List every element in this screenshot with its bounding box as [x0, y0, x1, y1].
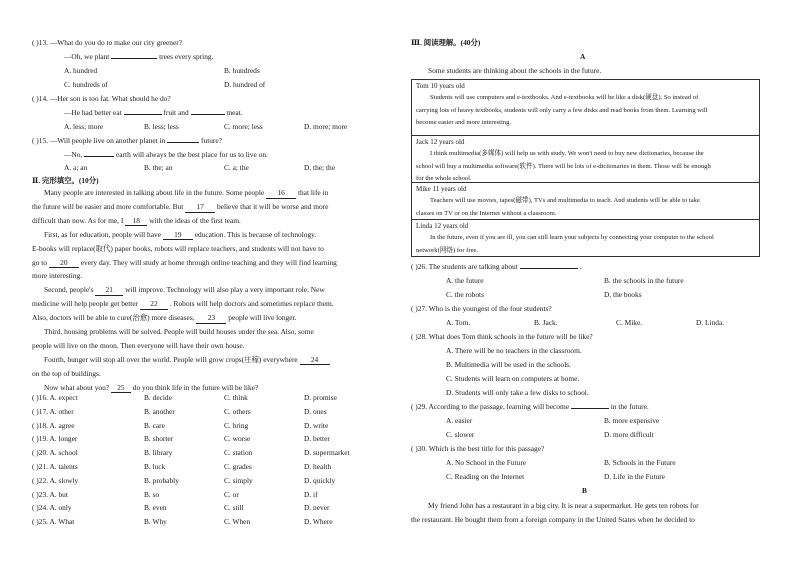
q15-stem-a: ( )15. —Will people live on another planet in: [32, 136, 166, 145]
cloze-text: Now what about you?: [44, 382, 110, 392]
cloze-text: E-books will replace(取代) paper books, robots will replace teachers, and students will not have to: [32, 243, 324, 253]
cloze-question-18-opt-a[interactable]: ( )18. A. agree: [32, 420, 75, 430]
q14-blank-2[interactable]: [191, 114, 225, 115]
cloze-blank-20[interactable]: 20: [49, 258, 79, 269]
cloze-text: Many people are interested in talking about life in the future. Some people: [44, 188, 265, 197]
cloze-text: more interesting.: [32, 271, 83, 281]
cloze-question-17-opt-a[interactable]: ( )17. A. other: [32, 406, 74, 416]
q29-opt-b[interactable]: B. more expensive: [604, 416, 660, 425]
opinion-text-line: Students will use computers and e-textbooks. And e-textbooks will be like a disk(硬盘). So instead of: [430, 94, 699, 101]
cloze-question-23-opt-c[interactable]: C. or: [224, 489, 239, 499]
q28-opt-b[interactable]: B. Multimedia will be used in the schools.: [446, 360, 572, 369]
opinion-text-line: In the future, even if you are ill, you can still learn your subjects by connecting your computer to the school: [430, 234, 714, 241]
cloze-text: go to: [32, 257, 47, 267]
opinion-text-line: classes on TV or on the Internet without a classroom.: [416, 209, 557, 217]
cloze-question-16-opt-c[interactable]: C. think: [224, 393, 248, 402]
cloze-question-16-opt-b[interactable]: B. decide: [144, 393, 172, 402]
cloze-blank-17[interactable]: 17: [185, 202, 215, 213]
q15-stem: [32, 136, 222, 146]
passage-b-label: B: [582, 486, 587, 495]
cloze-text: on the top of buildings.: [32, 368, 101, 378]
q13-line2a: —Oh, we plant: [64, 52, 110, 61]
cloze-question-24-opt-c[interactable]: C. still: [224, 503, 244, 513]
q14-line2a: —He had better eat: [64, 108, 122, 117]
cloze-blank-25[interactable]: 25: [111, 383, 131, 394]
cloze-question-20-opt-c[interactable]: C. station: [224, 448, 253, 458]
opinion-author: Jack 12 years old: [416, 138, 465, 146]
cloze-line: [32, 313, 296, 324]
cloze-text: will improve. Technology will also play a very important role. New: [125, 285, 325, 295]
q29-blank[interactable]: [571, 408, 609, 409]
q28-stem: ( )28. What does Tom think schools in the future will be like?: [411, 332, 593, 341]
cloze-question-17-opt-b[interactable]: B. another: [144, 406, 175, 416]
opinion-row: [412, 135, 759, 182]
cloze-text: that life in: [297, 188, 329, 197]
q14-line2b: fruit and: [163, 108, 189, 117]
cloze-line: [32, 258, 337, 269]
cloze-line: [32, 271, 82, 281]
q14-line2c: meat.: [226, 108, 243, 117]
opinion-author: Mike 11 years old: [416, 185, 467, 193]
opinion-text-line: network(网络) for free.: [416, 246, 479, 254]
q26-blank[interactable]: [520, 268, 578, 269]
reading-title: Ⅲ. 阅读理解。(40分): [411, 38, 481, 47]
q13-line2: [64, 52, 213, 62]
q26-stem-end: .: [579, 262, 582, 271]
opinion-text-line: for the whole school.: [416, 175, 472, 182]
q15-opt-c[interactable]: C. a; the: [224, 163, 249, 172]
cloze-question-25-opt-c[interactable]: C. When: [224, 517, 251, 527]
cloze-blank-16[interactable]: 16: [266, 188, 296, 199]
cloze-text: the future will be easier and more comfortable. But: [32, 201, 184, 211]
q30-opt-c[interactable]: C. Reading on the Internet: [446, 472, 525, 481]
cloze-text: believe that it will be worse and more: [216, 201, 329, 211]
q26-opt-d[interactable]: D. the books: [604, 290, 642, 299]
cloze-line: [44, 188, 328, 199]
cloze-line: [44, 355, 330, 366]
q26-stem-text: ( )26. The students are talking about: [411, 262, 518, 271]
cloze-line: [32, 244, 324, 254]
cloze-text: First, as for education, people will have: [44, 229, 161, 239]
cloze-question-18-opt-b[interactable]: B. care: [144, 420, 165, 430]
cloze-question-25-opt-a[interactable]: ( )25. A. What: [32, 517, 75, 527]
q26-stem: [411, 262, 581, 272]
q28-opt-d[interactable]: D. Students will only take a few disks to school.: [446, 388, 589, 397]
q15-opt-a[interactable]: A. a; an: [64, 163, 88, 172]
cloze-text: people will live on the moon. Then everyone will have their own house.: [32, 340, 245, 350]
cloze-question-24-opt-b[interactable]: B. even: [144, 503, 167, 513]
q26-opt-b[interactable]: B. the schools in the future: [604, 276, 684, 285]
cloze-line: [32, 299, 334, 310]
q29-opt-a[interactable]: A. easier: [446, 416, 473, 425]
q15-line2b: earth will always be the best place for us to live on.: [116, 150, 268, 159]
cloze-question-23-opt-a[interactable]: ( )23. A. but: [32, 489, 68, 499]
q29-stem-end: in the future.: [610, 402, 649, 411]
q30-stem: ( )30. Which is the best title for this passage?: [411, 444, 545, 453]
opinion-text-line: Teachers will use movies, tapes(磁带), TVs and multimedia to teach. And students will be able to take: [430, 197, 700, 204]
cloze-question-22-opt-d[interactable]: D. quickly: [304, 475, 336, 485]
passage-a-label: A: [580, 52, 586, 61]
opinion-text-line: carrying lots of heavy textbooks, students will only carry a few disks and read books from them. Learning will: [416, 106, 708, 114]
q13-opt-d[interactable]: D. hundred of: [224, 80, 266, 89]
cloze-question-20-opt-a[interactable]: ( )20. A. school: [32, 448, 78, 458]
q15-line2a: —No,: [64, 150, 83, 159]
cloze-text: with the ideas of the first team.: [149, 215, 241, 225]
cloze-blank-19[interactable]: 19: [163, 230, 193, 241]
cloze-question-17-opt-d[interactable]: D. ones: [304, 406, 327, 416]
cloze-question-23-opt-d[interactable]: D. if: [304, 489, 318, 499]
q27-stem: ( )27. Who is the youngest of the four students?: [411, 304, 552, 313]
q15-blank-2[interactable]: [84, 156, 114, 157]
q27-opt-c[interactable]: C. Mike.: [616, 318, 643, 327]
cloze-blank-18[interactable]: 18: [125, 216, 147, 227]
q29-opt-d[interactable]: D. more difficult: [604, 430, 654, 439]
opinion-author: Linda 12 years old: [416, 222, 469, 230]
cloze-question-19-opt-b[interactable]: B. shorter: [144, 434, 174, 444]
q15-line2: [64, 150, 268, 160]
opinion-row: [412, 182, 759, 219]
q30-opt-a[interactable]: A. No School in the Future: [446, 458, 527, 467]
q29-stem: [411, 402, 649, 412]
cloze-title: Ⅱ. 完形填空。(10分): [32, 176, 99, 185]
cloze-line: [32, 216, 241, 227]
cloze-question-25-opt-d[interactable]: D. Where: [304, 517, 333, 527]
cloze-blank-24[interactable]: 24: [300, 355, 330, 366]
q28-opt-a[interactable]: A. There will be no teachers in the classroom.: [446, 346, 582, 355]
cloze-question-20-opt-d[interactable]: D. supermarket: [304, 448, 350, 458]
cloze-question-19-opt-a[interactable]: ( )19. A. longer: [32, 434, 78, 444]
q13-blank[interactable]: [111, 58, 157, 59]
cloze-question-19-opt-c[interactable]: C. worse: [224, 434, 251, 444]
q15-blank-1[interactable]: [167, 142, 199, 143]
cloze-blank-23[interactable]: 23: [196, 313, 226, 324]
cloze-question-20-opt-b[interactable]: B. library: [144, 448, 173, 458]
cloze-line: [44, 285, 325, 296]
q30-opt-b[interactable]: B. Schools in the Future: [604, 458, 676, 467]
q14-stem: ( )14. —Her son is too fat. What should he do?: [32, 94, 171, 103]
q13-line2b: trees every spring.: [159, 52, 214, 61]
q13-opt-a[interactable]: A. hundred: [64, 66, 98, 75]
cloze-question-21-opt-c[interactable]: C. grades: [224, 462, 252, 471]
cloze-text: Second, people's: [44, 285, 94, 295]
cloze-text: do you think life in the future will be like?: [132, 382, 259, 392]
cloze-text: Third, housing problems will be solved. People will build houses under the sea. Also, some: [44, 327, 314, 336]
cloze-text: Fourth, hunger will stop all over the world. People will grow crops(庄稼) everywhere: [44, 354, 298, 364]
cloze-question-21-opt-d[interactable]: D. health: [304, 462, 332, 471]
q14-opt-a[interactable]: A. less; more: [64, 122, 104, 131]
q30-opt-d[interactable]: D. Life in the Future: [604, 472, 665, 481]
cloze-line: [32, 202, 328, 213]
q14-opt-d[interactable]: D. more; more: [304, 122, 348, 131]
cloze-text: difficult than now. As for me, I: [32, 215, 124, 225]
q29-stem-text: ( )29. According to the passage, learning will become: [411, 402, 570, 411]
q27-opt-b[interactable]: B. Jack.: [534, 318, 558, 327]
cloze-blank-22[interactable]: 22: [140, 299, 168, 310]
q15-stem-b: future?: [201, 136, 222, 145]
q15-opt-d[interactable]: D. the; the: [304, 163, 335, 172]
cloze-question-22-opt-b[interactable]: B. probably: [144, 475, 179, 485]
passage-b-line-2: the restaurant. He bought them from a foreign company in the United States when he decided to: [411, 515, 695, 524]
opinion-row: [412, 80, 759, 135]
cloze-text: medicine will help people get better: [32, 299, 139, 309]
opinion-author: Tom 10 years old: [416, 82, 465, 90]
q27-opt-d[interactable]: D. Linda.: [696, 318, 725, 327]
opinion-text-line: I think multimedia(多媒体) will help us with study. We won't need to buy new dictionaries, because the: [430, 150, 704, 157]
cloze-question-16-opt-d[interactable]: D. promise: [304, 393, 337, 402]
q29-opt-c[interactable]: C. slower: [446, 430, 475, 439]
cloze-question-18-opt-c[interactable]: C. bring: [224, 420, 249, 430]
q14-blank-1[interactable]: [124, 114, 162, 115]
q27-opt-a[interactable]: A. Tom.: [446, 318, 471, 327]
cloze-line: [44, 327, 314, 337]
cloze-line: [44, 383, 258, 394]
q26-opt-c[interactable]: C. the robots: [446, 290, 484, 299]
cloze-line: [32, 369, 101, 379]
q14-opt-b[interactable]: B. less; less: [144, 122, 179, 131]
q15-opt-b[interactable]: B. the; an: [144, 163, 173, 172]
student-opinions-box: [411, 79, 760, 257]
q13-opt-c[interactable]: C. hundreds of: [64, 80, 108, 89]
cloze-question-21-opt-b[interactable]: B. luck: [144, 462, 166, 471]
cloze-text: education. This is because of technology.: [194, 229, 317, 239]
cloze-question-18-opt-d[interactable]: D. write: [304, 420, 329, 430]
opinion-text-line: school will buy a multimedia software(软件). There will be lots of e-dictionaries in them. Those will be enough: [416, 162, 711, 170]
opinion-row: [412, 219, 759, 258]
cloze-question-24-opt-a[interactable]: ( )24. A. only: [32, 503, 72, 513]
cloze-question-23-opt-b[interactable]: B. so: [144, 489, 160, 499]
cloze-question-24-opt-d[interactable]: D. never: [304, 503, 330, 513]
cloze-question-21-opt-a[interactable]: ( )21. A. talents: [32, 462, 78, 471]
cloze-question-16-opt-a[interactable]: ( )16. A. expect: [32, 393, 78, 402]
opinion-text-line: become easier and more interesting.: [416, 119, 512, 126]
cloze-text: . Robots will help doctors and sometimes replace them.: [169, 299, 334, 309]
cloze-line: [32, 341, 245, 351]
cloze-text: every day. They will study at home through online teaching and they will find learning: [80, 257, 337, 267]
passage-a-intro: Some students are thinking about the schools in the future.: [428, 66, 602, 75]
q14-opt-c[interactable]: C. more; less: [224, 122, 263, 131]
q28-opt-c[interactable]: C. Students will learn on computers at home.: [446, 374, 580, 383]
cloze-question-19-opt-d[interactable]: D. better: [304, 434, 330, 444]
cloze-line: [44, 230, 316, 241]
cloze-text: Also, doctors will be able to cure(治愈) more diseases,: [32, 313, 195, 323]
q13-stem: ( )13. —What do you do to make our city greener?: [32, 38, 183, 47]
cloze-question-22-opt-a[interactable]: ( )22. A. slowly: [32, 475, 79, 485]
q13-opt-b[interactable]: B. hundreds: [224, 66, 260, 75]
passage-b-line-1: My friend John has a restaurant in a big city. It is near a supermarket. He gets ten robots for: [428, 501, 699, 510]
q26-opt-a[interactable]: A. the future: [446, 276, 484, 285]
q14-line2: [64, 108, 243, 118]
cloze-question-25-opt-b[interactable]: B. Why: [144, 517, 167, 527]
cloze-question-22-opt-c[interactable]: C. simply: [224, 475, 253, 485]
cloze-text: people will live longer.: [228, 313, 297, 323]
cloze-question-17-opt-c[interactable]: C. others: [224, 406, 251, 416]
student-opinions-rows: [412, 80, 759, 258]
cloze-blank-21[interactable]: 21: [95, 285, 123, 296]
